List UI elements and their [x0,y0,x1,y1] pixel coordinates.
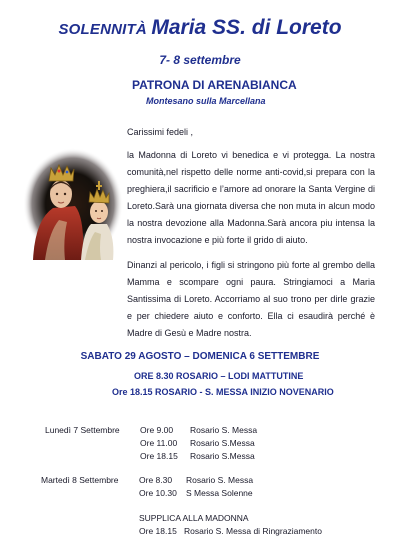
monday-event-3: Rosario S.Messa [190,451,255,461]
tuesday-event-1: Rosario S. Messa [186,475,254,485]
tuesday-time-1: Ore 8.30 [139,475,173,485]
monday-day-label: Lunedì 7 Settembre [45,425,120,435]
letter-paragraph-1: la Madonna di Loreto vi benedica e vi protegga. La nostra comunità,nel rispetto delle norme anti-covid,si prepara con la preghiera,il sacrificio e l’amore ad onorare la Santa Vergine di Loreto.Sarà una giornata diversa che non muta in alcun modo la nostra devozione alla Madonna.Sarà ancora piu intensa la nostra invocazione e più forte il grido di aiuto. [127,150,375,245]
page-title [0,16,400,40]
letter-greeting: Carissimi fedeli , [127,127,194,137]
monday-time-2: Ore 11.00 [140,438,178,448]
tuesday-event-2: S Messa Solenne [186,488,253,498]
patrona-heading: PATRONA DI ARENABIANCA [132,78,297,92]
place-subtitle: Montesano sulla Marcellana [146,96,266,106]
novena-date-range: SABATO 29 AGOSTO – DOMENICA 6 SETTEMBRE [80,351,320,362]
pastoral-letter [127,124,375,342]
madonna-portrait-image [23,148,123,260]
evening-schedule-line: Ore 18.15 ROSARIO - S. MESSA INIZIO NOVENARIO [112,387,334,397]
feast-dates: 7- 8 settembre [159,53,241,67]
monday-event-1: Rosario S. Messa [190,425,258,435]
title-solennita: SOLENNITÀ [58,21,147,38]
title-main: Maria SS. di Loreto [151,16,342,39]
letter-paragraph-2: Dinanzi al pericolo, i figli si stringono più forte al grembo della Mamma e scompare ogni paura. Stringiamoci a Maria Santissima di Loreto. Accorriamo al suo trono per dirle grazie e per chiedere aiuto e conforto. Ella ci esaudirà perché è Madre di Gesù e Madre nostra. [127,260,375,338]
monday-time-1: Ore 9.00 [140,425,174,435]
supplica-heading: SUPPLICA ALLA MADONNA [139,513,249,523]
final-time: Ore 18.15 [139,526,177,536]
final-event: Rosario S. Messa di Ringraziamento [184,526,322,536]
tuesday-day-label: Martedì 8 Settembre [41,475,119,485]
morning-schedule-line: ORE 8.30 ROSARIO – LODI MATTUTINE [134,371,304,381]
monday-time-3: Ore 18.15 [140,451,178,461]
tuesday-time-2: Ore 10.30 [139,488,177,498]
monday-event-2: Rosario S.Messa [190,438,255,448]
